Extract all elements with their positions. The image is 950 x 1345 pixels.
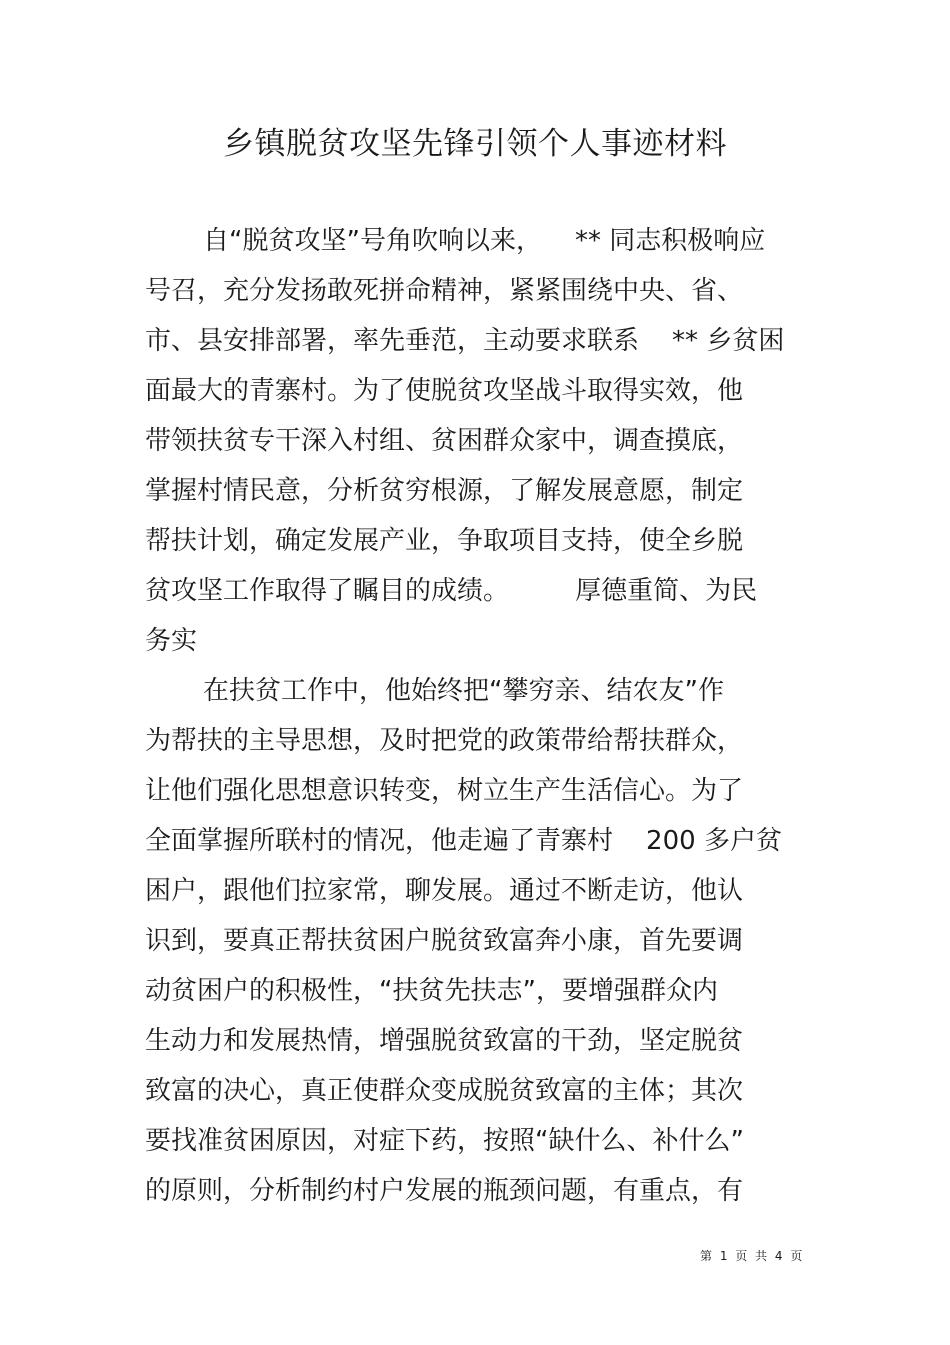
body-line: 号召，充分发扬敢死拼命精神，紧紧围绕中央、省、 (145, 276, 744, 306)
body-line: 的原则，分析制约村户发展的瓶颈问题，有重点，有 (145, 1176, 744, 1206)
page-number-footer: 第 1 页 共 4 页 (700, 1249, 805, 1263)
body-line: 自“脱贫攻坚”号角吹响以来， ** 同志积极响应 (203, 226, 766, 256)
body-line: 在扶贫工作中，他始终把“攀穷亲、结农友”作 (203, 676, 724, 706)
body-line: 要找准贫困原因，对症下药，按照“缺什么、补什么” (145, 1126, 744, 1156)
body-line: 让他们强化思想意识转变，树立生产生活信心。为了 (145, 776, 744, 806)
body-line: 带领扶贫专干深入村组、贫困群众家中，调查摸底， (145, 426, 744, 456)
body-line: 掌握村情民意，分析贫穷根源，了解发展意愿，制定 (145, 476, 744, 506)
body-line: 市、县安排部署，率先垂范，主动要求联系 ** 乡贫困 (145, 326, 785, 356)
body-line: 务实 (145, 626, 198, 656)
body-line: 困户，跟他们拉家常，聊发展。通过不断走访，他认 (145, 876, 744, 906)
body-line: 致富的决心，真正使群众变成脱贫致富的主体；其次 (145, 1076, 744, 1106)
body-line: 帮扶计划，确定发展产业，争取项目支持，使全乡脱 (145, 526, 744, 556)
body-line: 面最大的青寨村。为了使脱贫攻坚战斗取得实效，他 (145, 376, 744, 406)
body-line: 全面掌握所联村的情况，他走遍了青寨村 200 多户贫 (145, 826, 782, 856)
body-line: 动贫困户的积极性，“扶贫先扶志”，要增强群众内 (145, 976, 718, 1006)
body-line: 生动力和发展热情，增强脱贫致富的干劲，坚定脱贫 (145, 1026, 744, 1056)
body-line: 识到，要真正帮扶贫困户脱贫致富奔小康，首先要调 (145, 926, 744, 956)
document-title: 乡镇脱贫攻坚先锋引领个人事迹材料 (223, 126, 727, 162)
body-line: 为帮扶的主导思想，及时把党的政策带给帮扶群众， (145, 726, 744, 756)
body-line: 贫攻坚工作取得了瞩目的成绩。 厚德重简、为民 (145, 576, 758, 606)
